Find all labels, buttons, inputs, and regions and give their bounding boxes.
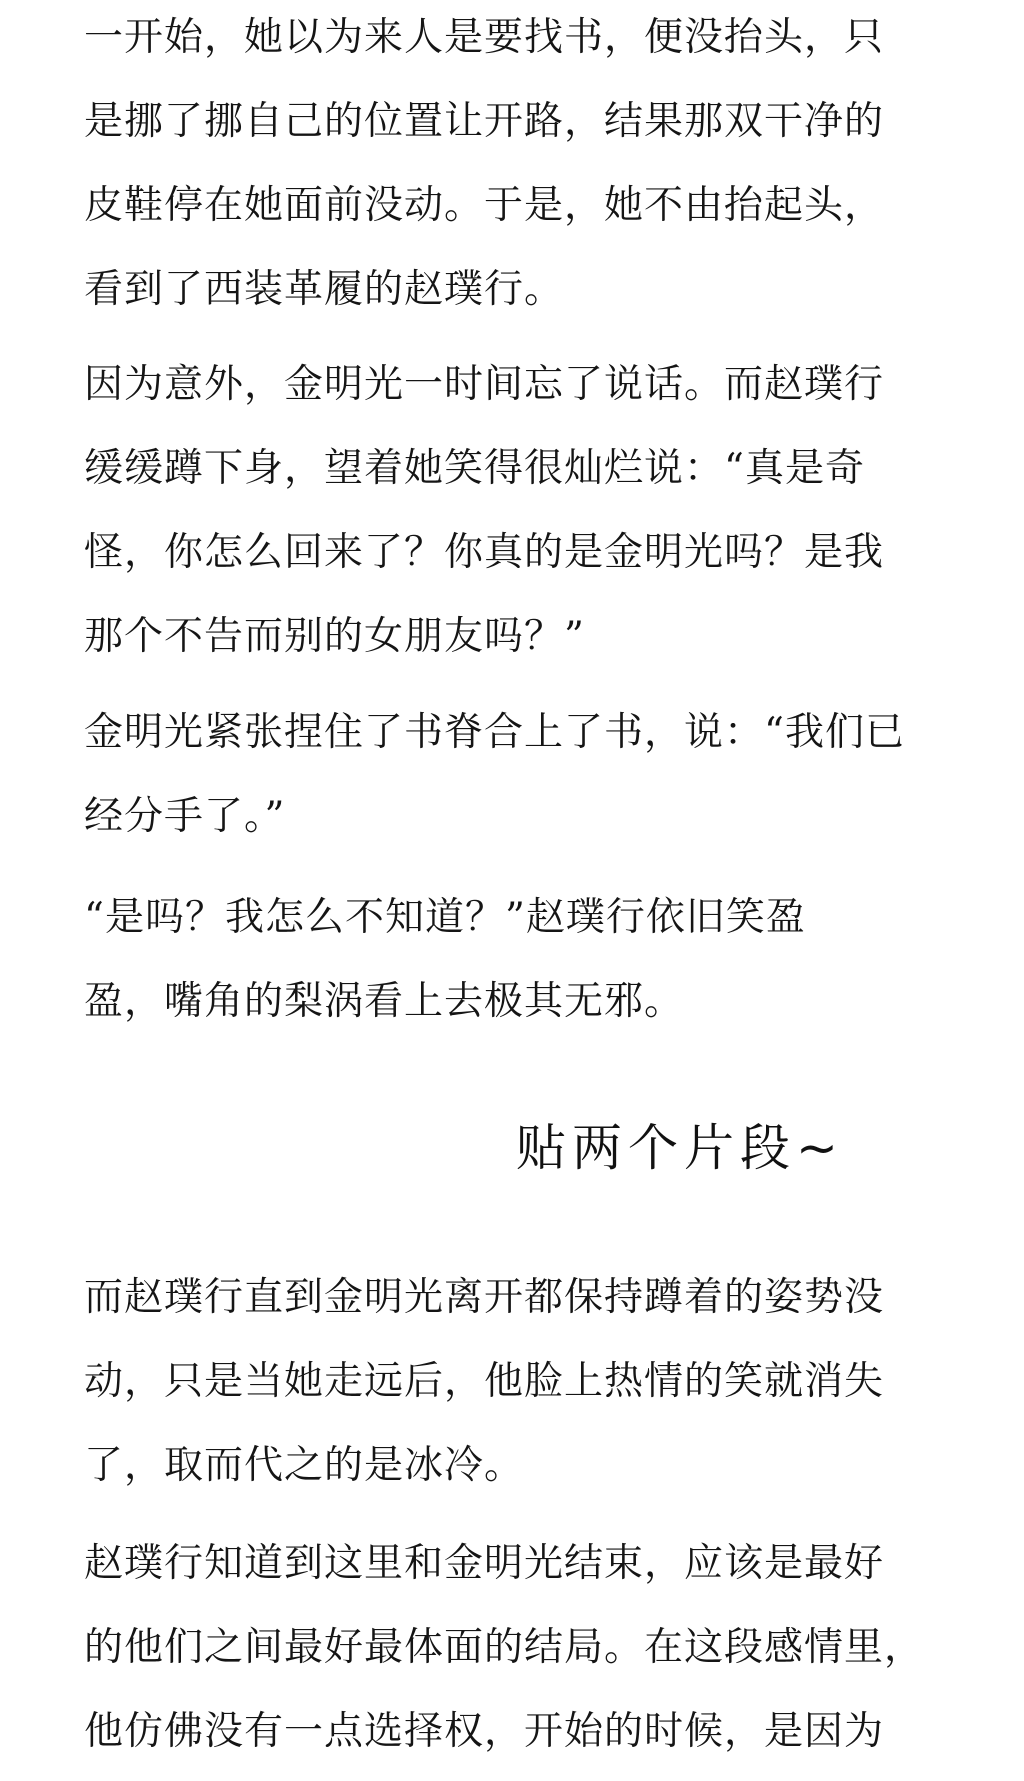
- text-line: “是吗？我怎么不知道？”赵璞行依旧笑盈: [84, 895, 806, 940]
- text-line: 皮鞋停在她面前没动。于是，她不由抬起头，: [84, 183, 885, 228]
- text-line: 看到了西装革履的赵璞行。: [84, 267, 565, 312]
- text-line: 他仿佛没有一点选择权，开始的时候，是因为: [84, 1709, 885, 1754]
- text-line: 因为意外，金明光一时间忘了说话。而赵璞行: [84, 362, 885, 407]
- text-line: 经分手了。”: [84, 794, 286, 839]
- text-line: 赵璞行知道到这里和金明光结束，应该是最好: [84, 1541, 885, 1586]
- text-line: 金明光紧张捏住了书脊合上了书，说：“我们已: [84, 710, 905, 755]
- text-line: 盈，嘴角的梨涡看上去极其无邪。: [84, 979, 685, 1024]
- text-line: 了，取而代之的是冰冷。: [84, 1443, 525, 1488]
- text-line: 一开始，她以为来人是要找书，便没抬头，只: [84, 15, 885, 60]
- text-line: 缓缓蹲下身，望着她笑得很灿烂说：“真是奇: [84, 446, 865, 491]
- section-heading: 贴两个片段~: [516, 1119, 844, 1177]
- text-line: 是挪了挪自己的位置让开路，结果那双干净的: [84, 99, 885, 144]
- text-line: 而赵璞行直到金明光离开都保持蹲着的姿势没: [84, 1275, 885, 1320]
- text-line: 动，只是当她走远后，他脸上热情的笑就消失: [84, 1359, 885, 1404]
- text-line: 那个不告而别的女朋友吗？”: [84, 614, 585, 659]
- text-line: 怪，你怎么回来了？你真的是金明光吗？是我: [84, 530, 885, 575]
- text-line: 的他们之间最好最体面的结局。在这段感情里，: [84, 1625, 925, 1670]
